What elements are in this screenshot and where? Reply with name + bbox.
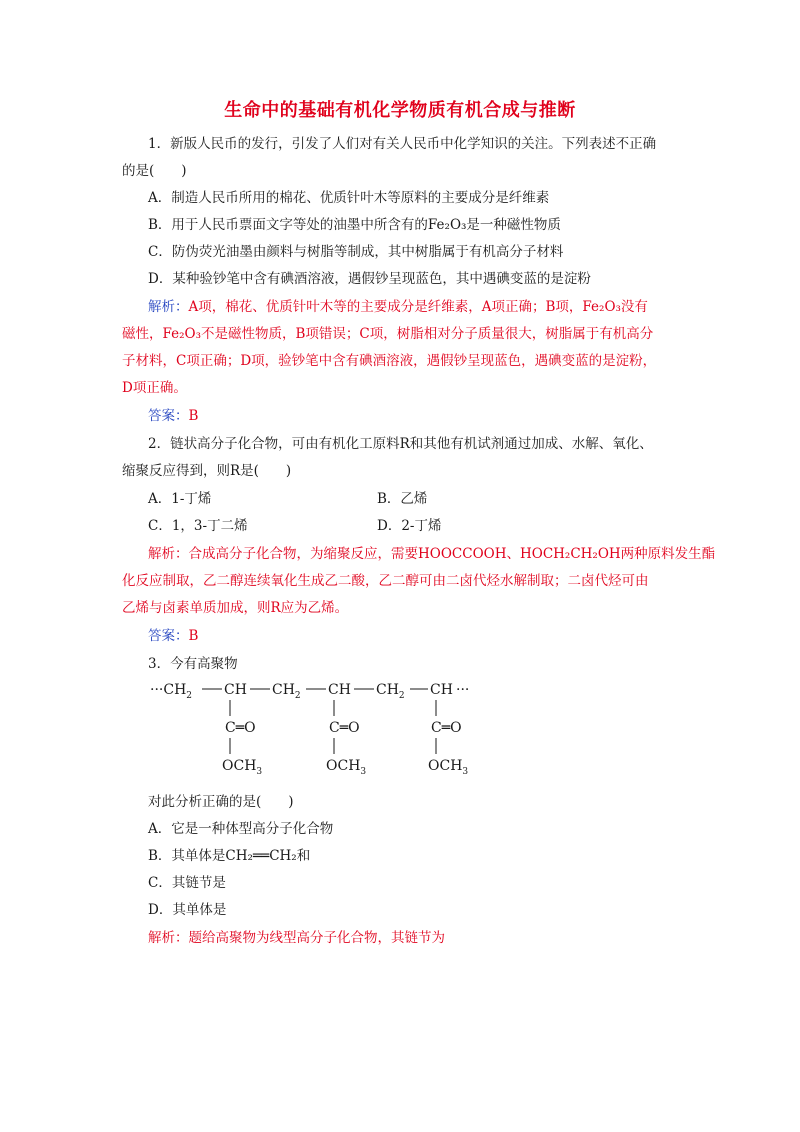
q1-stem-line2: 的是( ) (122, 163, 187, 179)
page-title: 生命中的基础有机化学物质有机合成与推断 (224, 100, 576, 121)
q2-option-d: D．2-丁烯 (377, 518, 442, 534)
q1-option-b: B．用于人民币票面文字等处的油墨中所含有的Fe₂O₃是一种磁性物质 (148, 217, 561, 233)
q1-option-d: D．某种验钞笔中含有碘酒溶液，遇假钞呈现蓝色，其中遇碘变蓝的是淀粉 (148, 271, 591, 287)
chain-end: ··· (456, 682, 470, 698)
q2-answer (148, 627, 198, 645)
q2-option-a: A．1-丁烯 (148, 491, 212, 507)
q3-analysis-line1 (148, 929, 445, 947)
q3-stem: 3．今有高聚物 (148, 656, 238, 672)
q1-stem-line1: 1．新版人民币的发行，引发了人们对有关人民币中化学知识的关注。下列表述不正确 (148, 136, 657, 152)
q2-analysis-line1 (148, 545, 715, 563)
q2-option-c: C．1，3-丁二烯 (148, 518, 248, 534)
q2-option-b: B．乙烯 (377, 491, 428, 507)
chain-ch-3: CH (430, 682, 453, 698)
q3-analysis-text1: 题给高聚物为线型高分子化合物，其链节为 (188, 930, 445, 946)
q2-analysis-line2: 化反应制取，乙二醇连续氧化生成乙二酸，乙二醇可由二卤代烃水解制取；二卤代烃可由 (122, 573, 649, 589)
q1-answer-value: B (188, 408, 199, 424)
q1-analysis-line3: 子材料，C项正确；D项，验钞笔中含有碘酒溶液，遇假钞呈现蓝色，遇碘变蓝的是淀粉， (122, 353, 657, 369)
methoxy-group-1: $OCH_3$ (222, 758, 263, 777)
chain-ch2-2: $CH_2$ (272, 682, 301, 701)
q1-option-a: A．制造人民币所用的棉花、优质针叶木等原料的主要成分是纤维素 (148, 190, 550, 206)
q1-analysis-line2: 磁性，Fe₂O₃不是磁性物质，B项错误；C项，树脂相对分子质量很大，树脂属于有机高分 (122, 326, 654, 342)
q1-answer-label: 答案： (148, 408, 189, 424)
chain-ch2-3: $CH_2$ (376, 682, 405, 701)
q1-answer (148, 407, 198, 425)
q3-option-c: C．其链节是 (148, 875, 226, 891)
q3-option-b: B．其单体是CH₂══CH₂和 (148, 848, 311, 864)
q1-analysis-label: 解析： (148, 299, 189, 315)
chain-ch-2: CH (328, 682, 351, 698)
methoxy-group-3: $OCH_3$ (428, 758, 469, 777)
polymer-structure-diagram (150, 680, 490, 780)
q1-analysis-line1 (148, 298, 648, 316)
q3-analysis-label: 解析： (148, 930, 189, 946)
q2-answer-label: 答案： (148, 628, 189, 644)
q2-stem-line2: 缩聚反应得到，则R是( ) (122, 463, 292, 479)
q1-analysis-line4: D项正确。 (122, 380, 187, 396)
q1-option-c: C．防伪荧光油墨由颜料与树脂等制成，其中树脂属于有机高分子材料 (148, 244, 564, 260)
q2-analysis-text1: 合成高分子化合物，为缩聚反应，需要HOOCCOOH、HOCH₂CH₂OH两种原料发生酯 (188, 546, 716, 562)
carbonyl-group-2: C═O (329, 720, 360, 736)
chain-start: $\cdot\cdot\cdot CH_2$ (150, 682, 193, 701)
q3-option-a: A．它是一种体型高分子化合物 (148, 821, 334, 837)
q3-ask: 对此分析正确的是( ) (148, 794, 294, 810)
q2-stem-line1: 2．链状高分子化合物，可由有机化工原料R和其他有机试剂通过加成、水解、氧化、 (148, 436, 653, 452)
carbonyl-group-3: C═O (431, 720, 462, 736)
methoxy-group-2: $OCH_3$ (326, 758, 367, 777)
chain-ch-1: CH (224, 682, 247, 698)
q2-analysis-line3: 乙烯与卤素单质加成，则R应为乙烯。 (122, 600, 349, 616)
q3-option-d: D．其单体是 (148, 902, 227, 918)
q1-analysis-text1: A项，棉花、优质针叶木等的主要成分是纤维素，A项正确；B项，Fe₂O₃没有 (188, 299, 648, 315)
q2-answer-value: B (188, 628, 199, 644)
q2-analysis-label: 解析： (148, 546, 189, 562)
carbonyl-group-1: C═O (225, 720, 256, 736)
